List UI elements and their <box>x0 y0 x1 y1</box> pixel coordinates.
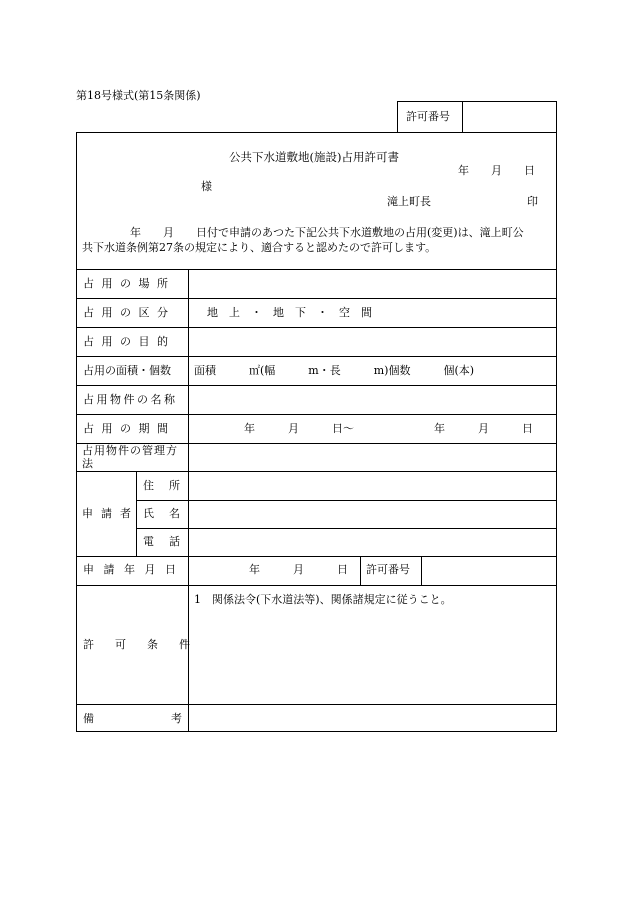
applicant-name-label: 氏名 <box>143 507 195 520</box>
management-method-field[interactable] <box>189 444 556 471</box>
category-label: 占用の区分 <box>83 306 176 319</box>
seal-mark: 印 <box>527 195 538 208</box>
category-value: 地 上 ・ 地 下 ・ 空 間 <box>207 306 372 319</box>
location-field[interactable] <box>189 270 556 298</box>
applicant-name-field[interactable] <box>189 501 556 528</box>
application-permit-label: 許可番号 <box>366 563 410 576</box>
applicant-address-label: 住所 <box>143 479 195 492</box>
object-name-label: 占用物件の名称 <box>83 393 178 406</box>
remarks-label: 備考 <box>83 712 259 725</box>
permit-number-field[interactable] <box>463 102 556 132</box>
conditions-value: 1 関係法令(下水道法等)、関係諸規定に従うこと。 <box>194 593 452 606</box>
object-name-field[interactable] <box>189 386 556 414</box>
addressee-honorific: 様 <box>201 180 212 193</box>
document-title: 公共下水道敷地(施設)占用許可書 <box>229 150 399 164</box>
applicant-phone-label: 電話 <box>143 535 195 548</box>
application-date-value: 年 月 日 <box>249 563 348 576</box>
body-text-line1: 年 月 日付で申請のあつた下記公共下水道敷地の占用(変更)は、滝上町公 <box>130 226 524 239</box>
application-permit-field[interactable] <box>422 557 556 585</box>
applicant-phone-field[interactable] <box>189 529 556 556</box>
body-text-line2: 共下水道条例第27条の規定により、適合すると認めたので許可します。 <box>82 241 437 254</box>
area-label: 占用の面積・個数 <box>83 364 171 377</box>
conditions-label: 許可条件 <box>83 638 211 651</box>
area-value: 面積 ㎡(幅 m・長 m)個数 個(本) <box>194 364 475 377</box>
issuer-name: 滝上町長 <box>387 195 431 208</box>
applicant-label: 申請者 <box>82 507 139 520</box>
purpose-label: 占用の目的 <box>83 335 176 348</box>
period-end: 年 月 日 <box>434 422 533 435</box>
issue-date: 年 月 日 <box>458 164 535 177</box>
applicant-address-field[interactable] <box>189 472 556 500</box>
purpose-field[interactable] <box>189 328 556 356</box>
permit-number-label: 許可番号 <box>406 110 450 123</box>
location-label: 占用の場所 <box>83 277 176 290</box>
period-start: 年 月 日〜 <box>244 422 354 435</box>
application-date-label: 申請年月日 <box>83 563 186 576</box>
form-number: 第18号様式(第15条関係) <box>76 89 201 102</box>
period-label: 占用の期間 <box>83 422 176 435</box>
remarks-field[interactable] <box>189 705 556 731</box>
management-method-label: 占用物件の管理方法 <box>82 444 178 470</box>
